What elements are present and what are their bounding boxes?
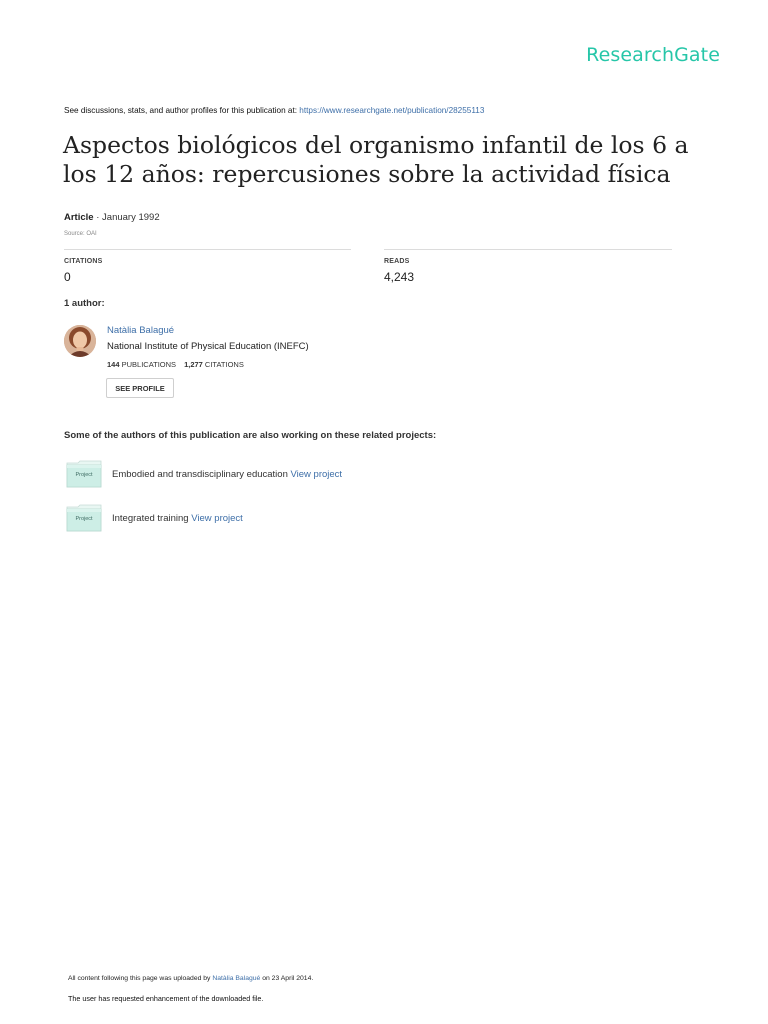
upload-suffix: on 23 April 2014. [260, 975, 314, 982]
see-profile-button[interactable]: SEE PROFILE [106, 378, 174, 398]
view-project-link[interactable]: View project [290, 469, 343, 480]
publication-source: Source: OAI [64, 231, 97, 237]
avatar-portrait-icon [64, 325, 96, 357]
project-icon-label: Project [75, 516, 93, 522]
reads-value: 4,243 [384, 270, 415, 284]
project-folder-icon[interactable] [66, 504, 102, 532]
related-project-item [112, 513, 243, 524]
uploader-link[interactable]: Natàlia Balagué [212, 975, 261, 982]
project-icon-label: Project [75, 472, 93, 478]
publication-title: Aspectos biológicos del organismo infantil de los 6 a los 12 años: repercusiones sobre la actividad física [63, 131, 689, 188]
enhancement-note: The user has requested enhancement of the downloaded file. [68, 994, 264, 1003]
discussion-text: See discussions, stats, and author profiles for this publication at: [64, 106, 300, 115]
meta-separator: · [93, 212, 103, 223]
project-title: Integrated training [112, 513, 192, 524]
reads-label: READS [384, 258, 410, 265]
related-project-item [112, 469, 342, 480]
project-folder-icon[interactable] [66, 460, 102, 488]
divider-citations [64, 249, 351, 250]
upload-prefix: All content following this page was uploaded by [68, 975, 213, 982]
project-title: Embodied and transdisciplinary education [112, 469, 291, 480]
authors-heading: 1 author: [64, 298, 105, 309]
publication-url-link[interactable]: https://www.researchgate.net/publication/28255113 [299, 106, 485, 115]
author-publications-count: 144 [107, 360, 120, 369]
researchgate-logo[interactable]: ResearchGate [586, 44, 720, 66]
upload-notice [68, 975, 313, 982]
publication-meta [64, 212, 160, 223]
author-name-link[interactable]: Natàlia Balagué [107, 325, 175, 336]
author-avatar[interactable] [64, 325, 96, 357]
discussion-line [64, 106, 484, 115]
publication-date: January 1992 [102, 212, 160, 223]
author-citations-count: 1,277 [184, 360, 203, 369]
author-publications-label: PUBLICATIONS [119, 360, 177, 369]
publication-type: Article [64, 212, 94, 223]
author-institution: National Institute of Physical Education (INEFC) [107, 341, 309, 352]
citations-label: CITATIONS [64, 258, 103, 265]
author-citations-label: CITATIONS [202, 360, 244, 369]
view-project-link[interactable]: View project [191, 513, 243, 524]
citations-value: 0 [64, 270, 71, 284]
divider-reads [384, 249, 672, 250]
related-projects-heading: Some of the authors of this publication are also working on these related projects: [64, 430, 437, 441]
author-stats [107, 360, 244, 369]
